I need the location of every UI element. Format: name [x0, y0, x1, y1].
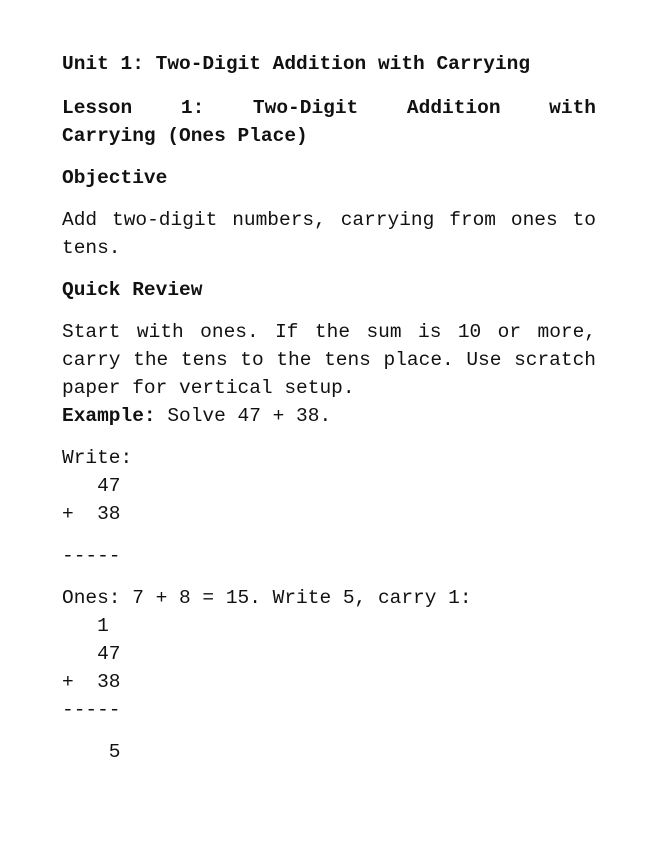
example-line [62, 402, 596, 430]
carry-line-3: + 38 [62, 671, 121, 693]
carry-line-2: 47 [62, 643, 121, 665]
divider-1: ----- [62, 545, 121, 567]
setup-line-2: + 38 [62, 503, 121, 525]
unit-title: Unit 1: Two-Digit Addition with Carrying [62, 53, 531, 75]
partial-result: 5 [62, 741, 121, 763]
lesson-title [62, 94, 596, 150]
objective-heading: Objective [62, 167, 168, 189]
ones-step: Ones: 7 + 8 = 15. Write 5, carry 1: [62, 587, 472, 609]
write-label: Write: [62, 447, 133, 469]
example-label: Example: [62, 405, 156, 427]
lesson-title-line1: Lesson 1: Two-Digit Addition with [62, 97, 596, 119]
setup-line-1: 47 [62, 475, 121, 497]
objective-text: Add two-digit numbers, carrying from ones to tens. [62, 209, 596, 259]
carry-line-1: 1 [62, 615, 109, 637]
review-heading: Quick Review [62, 279, 203, 301]
divider-2: ----- [62, 699, 121, 721]
review-block [62, 318, 596, 430]
review-text: Start with ones. If the sum is 10 or more, carry the tens to the tens place. Use scratch paper for vertical setup. [62, 321, 596, 399]
example-text: Solve 47 + 38. [155, 405, 332, 427]
lesson-title-line2: Carrying (Ones Place) [62, 125, 308, 147]
